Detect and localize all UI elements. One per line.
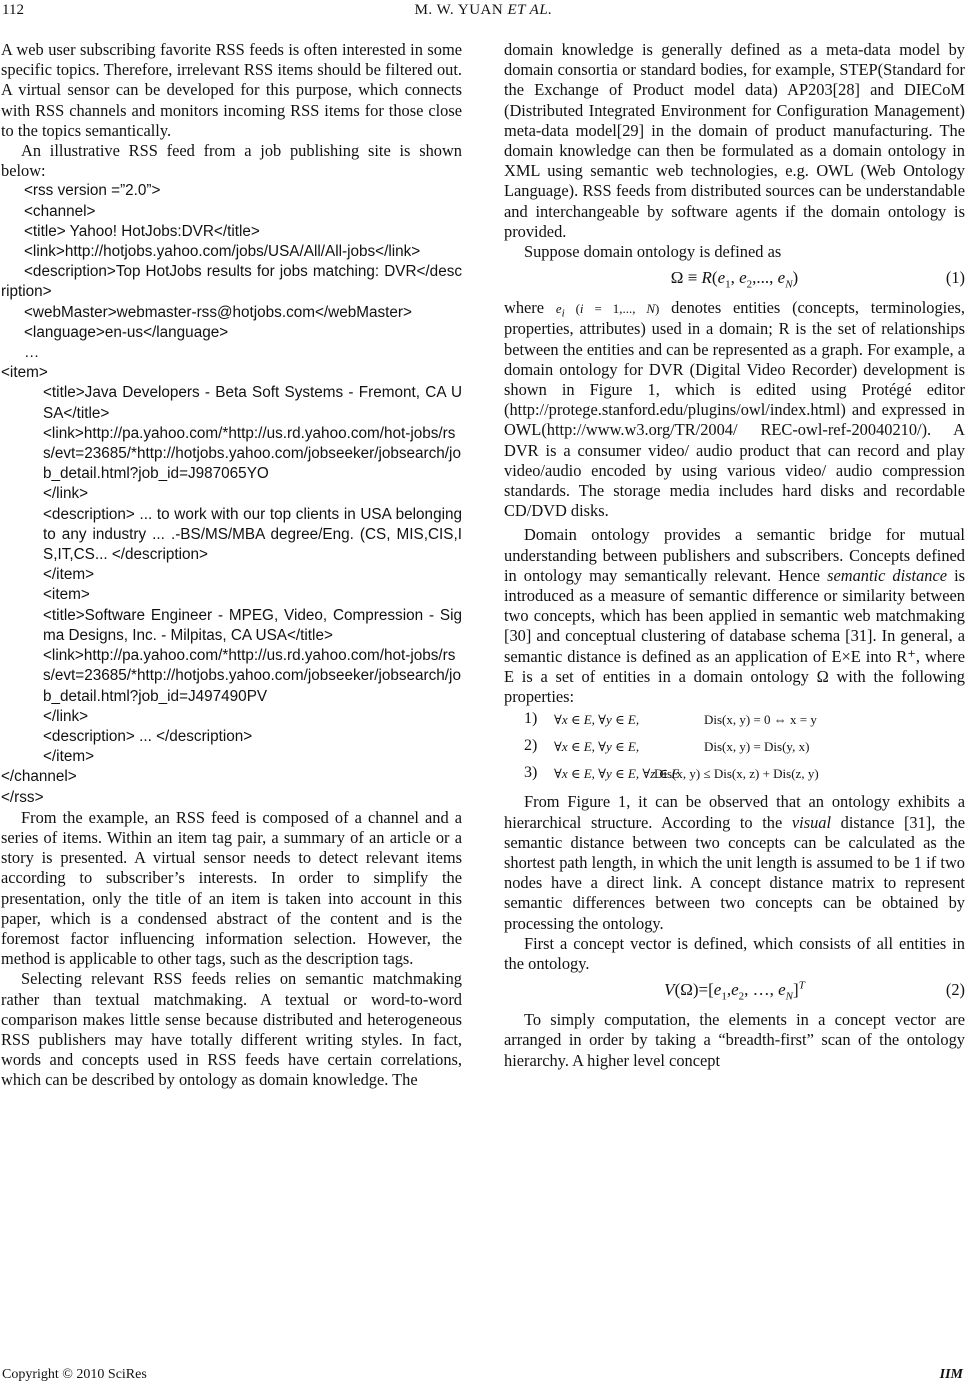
property-number: 3) [524, 764, 538, 782]
paragraph: An illustrative RSS feed from a job publishing site is shown below: [1, 141, 462, 181]
property-relation: Dis(x, y) ≤ Dis(x, z) + Dis(z, y) [654, 766, 819, 782]
property-number: 2) [524, 737, 538, 755]
code-line: </item> [43, 566, 95, 584]
copyright-notice: Copyright © 2010 SciRes [2, 1367, 147, 1382]
page-number: 112 [2, 2, 24, 18]
code-line: <channel> [24, 202, 96, 220]
paragraph: Selecting relevant RSS feeds relies on semantic matchmaking rather than textual matchmaking. A textual or word-to-word comparison makes little sense because distributed and heterogeneous RSS publishers may have totally different writing styles. In fact, words and concepts used in RSS feeds have certain correlations, which can be described by ontology as domain knowledge. The [1, 969, 462, 1090]
paragraph [504, 298, 965, 521]
equation-number: (1) [945, 268, 965, 288]
running-title [0, 2, 967, 19]
code-line: <link>http://hotjobs.yahoo.com/jobs/USA/All/All-jobs</link> [24, 243, 421, 261]
emphasis: semantic distance [827, 565, 948, 585]
code-line: <description> ... to work with our top clients in USA belonging to any industry ... .-BS/MS/MBA degree/Eng. (CS, MIS,CIS,IS,IT,CS... </description> [43, 505, 462, 564]
equation-1 [504, 266, 965, 294]
paragraph: Suppose domain ontology is defined as [524, 242, 782, 262]
code-line: … [24, 344, 40, 362]
code-line: </link> [43, 707, 89, 725]
property-item [504, 707, 965, 734]
right-column [504, 40, 965, 1071]
code-line: </rss> [1, 788, 44, 806]
property-quantifier: ∀x ∈ E, ∀y ∈ E, [554, 739, 640, 755]
paragraph: domain knowledge is generally defined as a meta-data model by domain consortia or standard bodies, for example, STEP(Standard for the Exchange of Product model data) AP203[28] and DIECoM (Distributed Integrated Environment for Configuration Management) meta-data model[29] in the domain of product manufacturing. The domain knowledge can then be formulated as a domain ontology in XML using semantic web technologies, e.g. OWL (Web Ontology Language). RSS feeds from distributed sources can be understandable and interchangeable by software agents if the domain ontology is provided. [504, 40, 965, 241]
equation-number: (2) [945, 980, 965, 1000]
code-line: <link>http://pa.yahoo.com/*http://us.rd.yahoo.com/hot-jobs/rss/evt=23685/*http://hotjobs.yahoo.com/jobseeker/jobsearch/job_detail.html?job_id=J987065YO [43, 424, 461, 483]
property-quantifier: ∀x ∈ E, ∀y ∈ E, [554, 712, 640, 728]
properties-list [504, 707, 965, 788]
equation-body: $\Omega \equiv R(e_1$, $e_2$,..., $e_N$) [670, 268, 799, 291]
inline-math: $e_i$ (i = 1,..., N) [555, 301, 660, 320]
code-line: </channel> [1, 768, 77, 786]
code-line: <description>Top HotJobs results for jobs matching: DVR</description> [1, 263, 462, 301]
code-line: <title> Yahoo! HotJobs:DVR</title> [24, 222, 260, 240]
property-relation: Dis(x, y) = 0 ⇔ x = y [704, 712, 817, 728]
paragraph [504, 525, 965, 707]
code-line: <item> [1, 364, 48, 382]
running-title-etal: ET AL. [507, 2, 553, 18]
code-line: </link> [43, 485, 89, 503]
code-line: </item> [43, 748, 95, 766]
where-word: where [504, 298, 545, 318]
code-line: <title>Java Developers - Beta Soft Systems - Fremont, CA USA</title> [43, 384, 462, 422]
property-item [504, 734, 965, 761]
code-line: <language>en-us</language> [24, 323, 229, 341]
paragraph: A web user subscribing favorite RSS feeds is often interested in some specific topics. Therefore, irrelevant RSS items should be filtered out. A virtual sensor can be developed for this purpose, which connects with RSS channels and monitors incoming RSS items for those close to the topics semantically. [1, 40, 462, 140]
property-item [504, 761, 965, 788]
equation-2 [504, 978, 965, 1006]
emphasis: visual [791, 812, 832, 832]
rss-code-listing [1, 181, 462, 807]
paragraph-text: distance [31], the semantic distance between two concepts can be calculated as the shortest path length, in which the unit length is assumed to be 1 if two nodes have a direct link. A concept distance matrix to represent semantic differences between two concepts can be obtained by processing the ontology. [504, 812, 965, 933]
left-column [1, 40, 462, 1091]
paragraph: To simply computation, the elements in a concept vector are arranged in order by taking a “breadth-first” scan of the ontology hierarchy. A higher level concept [504, 1010, 965, 1070]
paragraph-text: Domain ontology provides a semantic bridge for mutual understanding between publishers and subscribers. Concepts defined in ontology may semantically relevant. Hence [504, 525, 965, 585]
property-number: 1) [524, 710, 538, 728]
property-quantifier: ∀x ∈ E, ∀y ∈ E, ∀z ∈ E [554, 766, 680, 782]
code-line: <rss version =”2.0”> [24, 182, 161, 200]
code-line: <title>Software Engineer - MPEG, Video, Compression - Sigma Designs, Inc. - Milpitas, CA USA</title> [43, 606, 462, 644]
paragraph: First a concept vector is defined, which consists of all entities in the ontology. [504, 933, 965, 973]
property-relation: Dis(x, y) = Dis(y, x) [704, 739, 810, 755]
paragraph [504, 792, 965, 933]
paragraph: From the example, an RSS feed is composed of a channel and a series of items. Within an item tag pair, a summary of an article or a story is presented. A virtual sensor needs to detect relevant items according to subscriber’s interests. In order to simplify the presentation, only the title of an item is taken into account in this paper, which is a condensed abstract of the content and is the foremost factor influencing information selection. However, the method is applicable to other tags, such as the description tags. [1, 807, 462, 969]
paragraph-text: From Figure 1, it can be observed that an ontology exhibits a hierarchical structure. According to the [504, 792, 965, 832]
code-line: <description> ... </description> [43, 727, 253, 745]
equation-body: $V(\Omega)=[e_1,e_2$, …, $e_N]^T$ [664, 979, 805, 1003]
journal-abbrev: IIM [939, 1367, 963, 1382]
running-title-author: M. W. YUAN [414, 2, 504, 18]
code-line: <link>http://pa.yahoo.com/*http://us.rd.yahoo.com/hot-jobs/rss/evt=23685/*http://hotjobs.yahoo.com/jobseeker/jobsearch/job_detail.html?job_id=J497490PV [43, 647, 461, 705]
paragraph-text: is introduced as a measure of semantic difference or similarity between two concepts, which has been applied in semantic web matchmaking [30] and conceptual clustering of database schema [31]. In general, a semantic distance is defined as an application of E×E into R⁺, where E is a set of entities in a domain ontology Ω with the following properties: [504, 565, 966, 707]
code-line: <webMaster>webmaster-rss@hotjobs.com</webMaster> [24, 303, 412, 321]
running-header [0, 0, 967, 24]
code-line: <item> [43, 586, 90, 604]
paragraph-text: denotes entities (concepts, terminologies, properties, attributes) used in a domain; R is the set of relationships between the entities and can be represented as a graph. For example, a domain ontology for DVR (Digital Video Recorder) development is shown in Figure 1, which is edited using Protégé editor (http://protege.stanford.edu/plugins/owl/index.html) and expressed in OWL(http://www.w3.org/TR/2004/ REC-owl-ref-20040210/). A DVR is a consumer video/ audio product that can record and play video/audio encoded by using various video/ audio compression standards. The storage media includes hard disks and recordable CD/DVD disks. [504, 298, 965, 521]
